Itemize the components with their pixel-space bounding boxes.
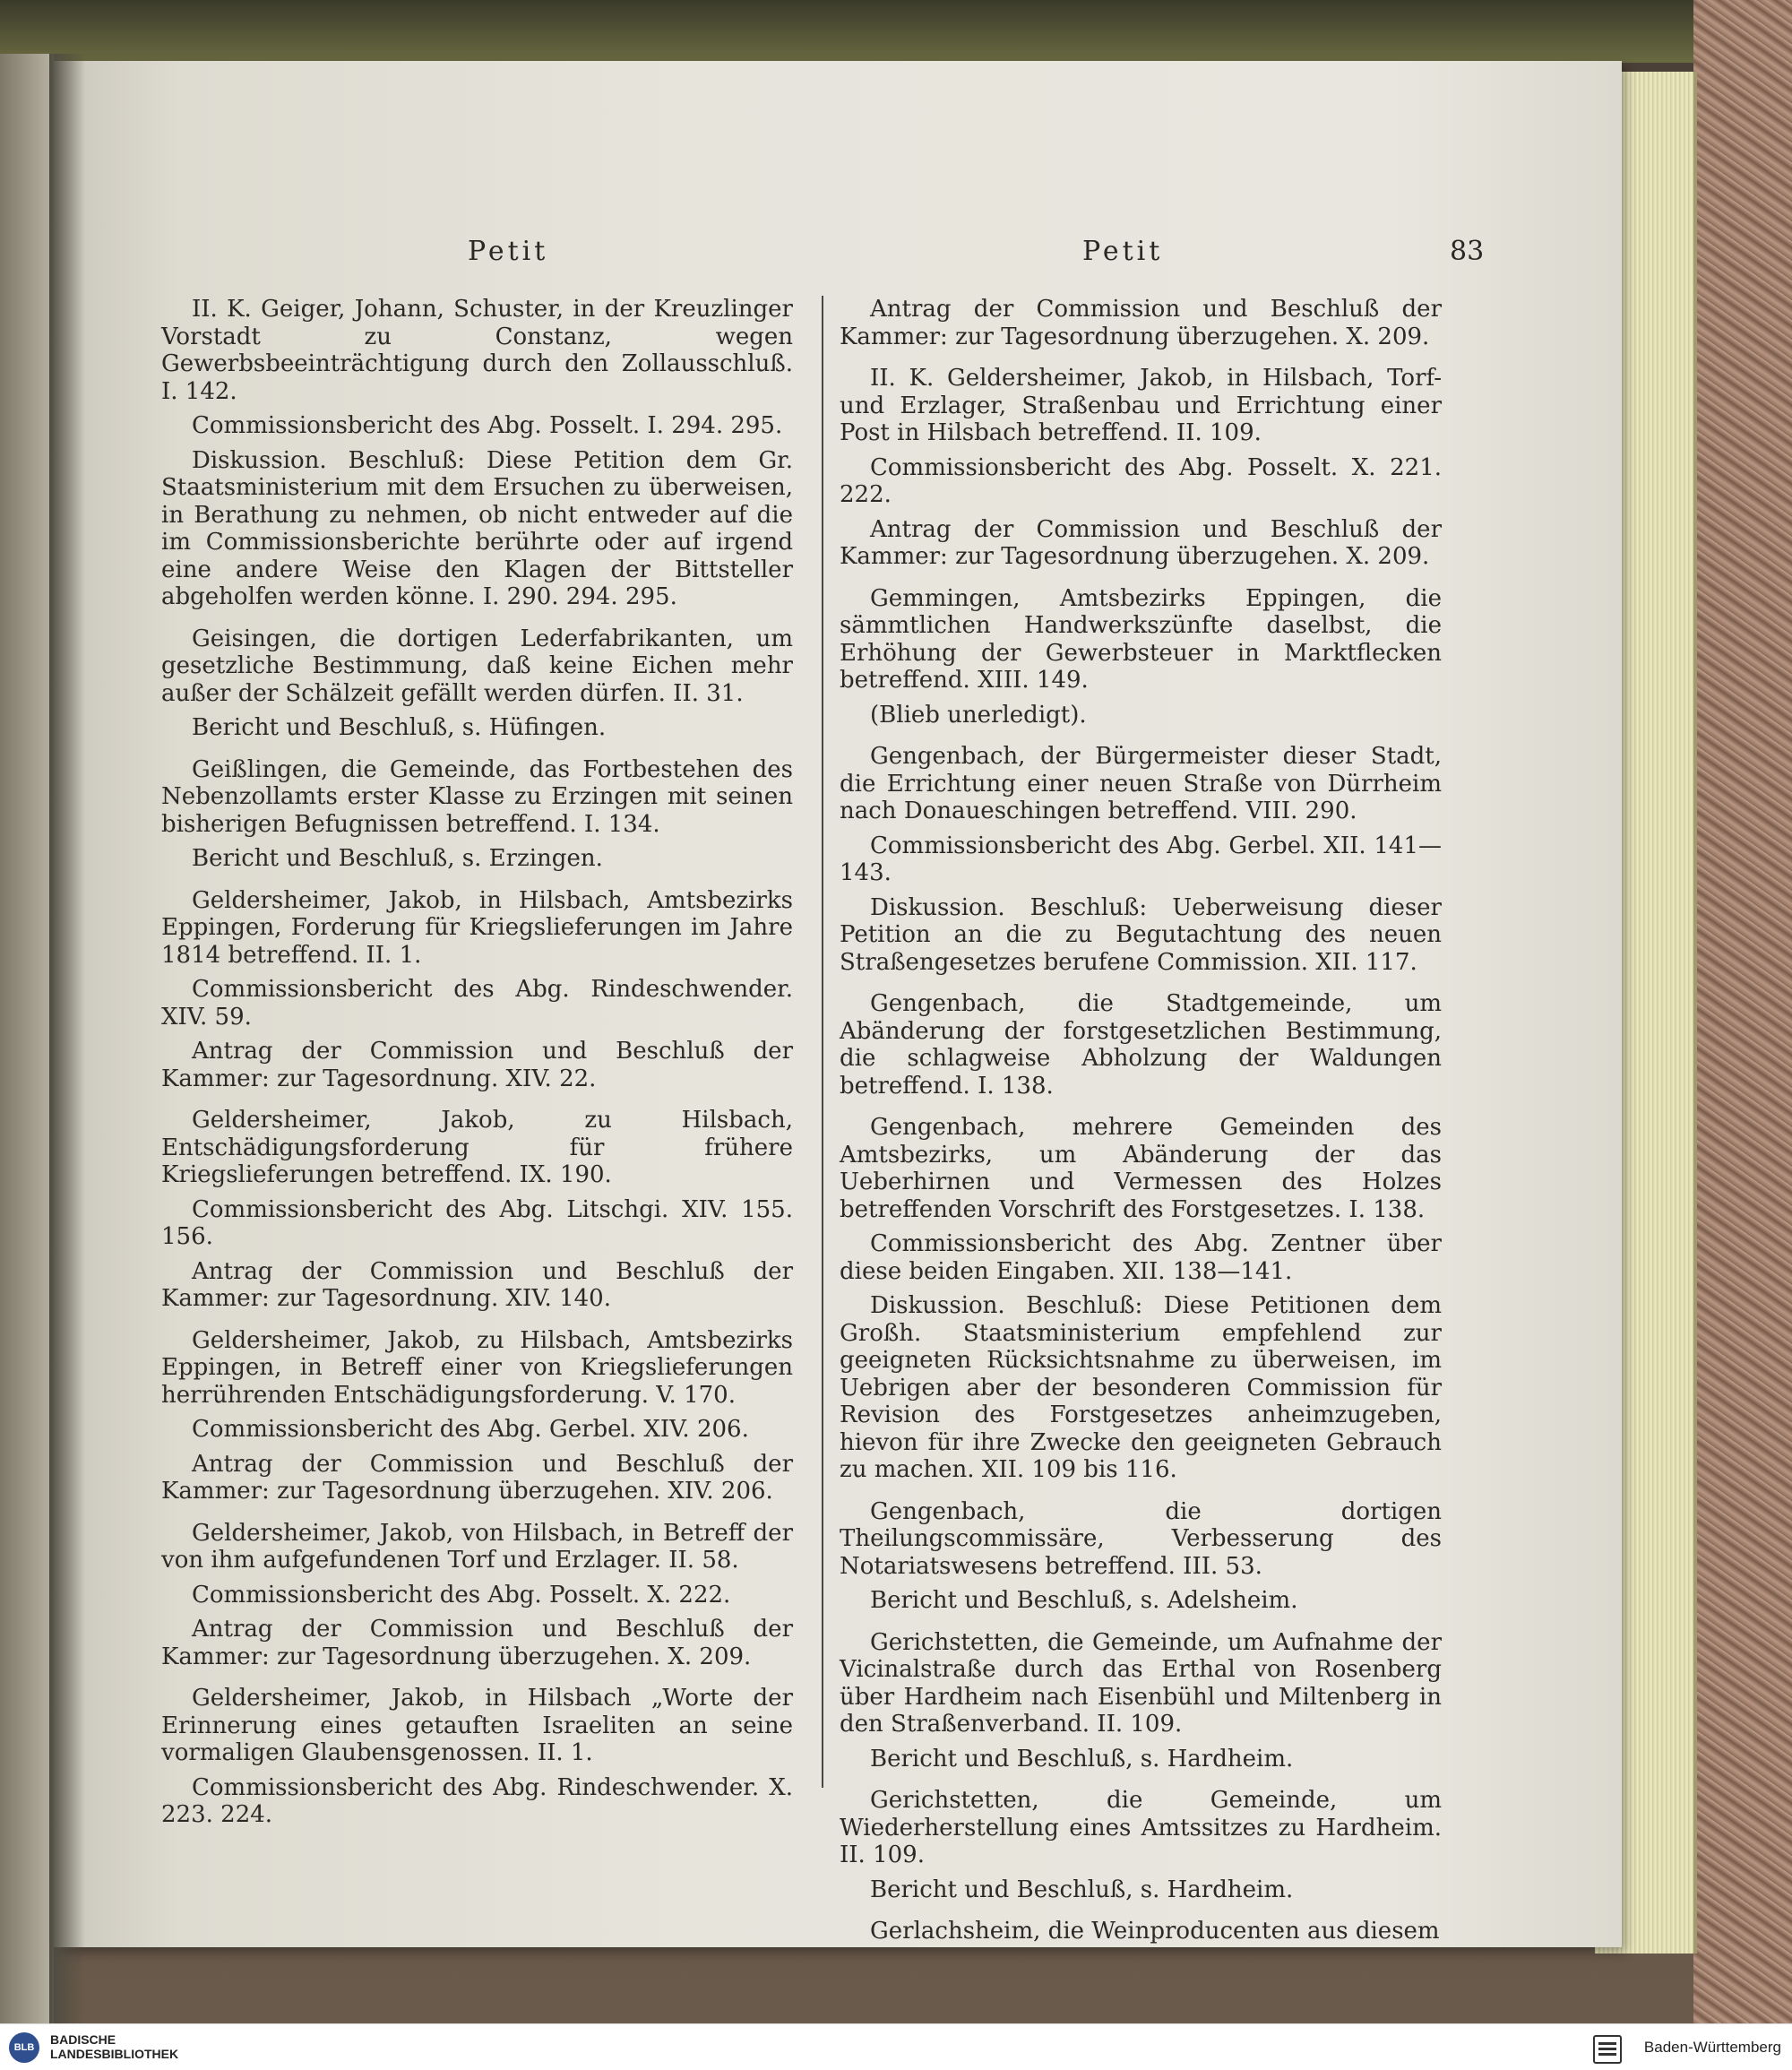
entry-detail-paragraph: Commissionsbericht des Abg. Rindeschwender. XIV. 59. — [161, 976, 793, 1031]
blb-name — [50, 2032, 178, 2061]
entry-detail-paragraph: Bericht und Beschluß, s. Hardheim. — [870, 1745, 1294, 1772]
bw-coat-of-arms-icon — [1593, 2035, 1622, 2064]
entry-detail-paragraph: Bericht und Beschluß, s. Hardheim. — [870, 1876, 1294, 1903]
index-entry — [840, 1629, 1442, 1773]
entry-detail-paragraph: Antrag der Commission und Beschluß der Kammer: zur Tagesordnung überzugehen. XIV. 206. — [161, 1450, 793, 1505]
index-entry — [840, 1787, 1442, 1903]
entry-heading-paragraph: Antrag der Commission und Beschluß der Kammer: zur Tagesordnung überzugehen. X. 209. — [840, 296, 1442, 350]
entry-detail-paragraph: Commissionsbericht des Abg. Gerbel. XIV. 206. — [192, 1416, 749, 1443]
entry-heading-paragraph: Gengenbach, mehrere Gemeinden des Amtsbezirks, um Abänderung der das Ueberhirnen und Vermessen des Holzes betreffenden Vorschrift des Forstgesetzes. I. 138. — [840, 1114, 1442, 1223]
page-number: 83 — [1450, 236, 1485, 267]
blb-name-line1: BADISCHE — [50, 2032, 116, 2047]
entry-heading-paragraph: Gengenbach, die dortigen Theilungscommissäre, Verbesserung des Notariatswesens betreffend. III. 53. — [840, 1497, 1442, 1580]
index-entry — [161, 1327, 793, 1505]
entry-detail-paragraph: Antrag der Commission und Beschluß der Kammer: zur Tagesordnung. XIV. 140. — [161, 1257, 793, 1312]
entry-heading-paragraph: Gengenbach, der Bürgermeister dieser Stadt, die Errichtung einer neuen Straße von Dürrheim nach Donaueschingen betreffend. VIII. 290. — [840, 743, 1442, 824]
entry-detail-paragraph: Bericht und Beschluß, s. Adelsheim. — [870, 1587, 1298, 1614]
index-entry — [161, 625, 793, 742]
index-entry — [161, 296, 793, 611]
entry-heading-paragraph: Gengenbach, die Stadtgemeinde, um Abänderung der forstgesetzlichen Bestimmung, die schlagweise Abholzung der Waldungen betreffend. I. 138. — [840, 990, 1442, 1100]
index-entry — [840, 1498, 1442, 1615]
entry-detail-paragraph: Bericht und Beschluß, s. Hüfingen. — [192, 714, 607, 741]
entry-detail-paragraph: Diskussion. Beschluß: Ueberweisung dieser Petition an die zu Begutachtung des neuen Straßengesetzes berufene Commission. XII. 117. — [840, 893, 1442, 976]
index-entry — [840, 296, 1442, 350]
footer-bar — [0, 2023, 1792, 2070]
entry-detail-paragraph: Diskussion. Beschluß: Diese Petitionen dem Großh. Staatsministerium empfehlend zur geeigneten Rücksichtsnahme zu überweisen, im Uebrigen aber der besonderen Commission für Revision des Forstgesetzes anheimzugeben, hievon für ihre Zwecke den geeigneten Gebrauch zu machen. XII. 109 bis 116. — [840, 1292, 1442, 1483]
entry-heading-paragraph: Geldersheimer, Jakob, von Hilsbach, in Betreff der von ihm aufgefundenen Torf und Erzlager. II. 58. — [161, 1519, 793, 1574]
entry-heading-paragraph: II. K. Geiger, Johann, Schuster, in der Kreuzlinger Vorstadt zu Constanz, wegen Gewerbsbeeinträchtigung durch den Zollausschluß. I. 142. — [161, 296, 793, 405]
entry-detail-paragraph: Commissionsbericht des Abg. Posselt. I. 294. 295. — [192, 412, 783, 439]
running-head-right: Petit — [1082, 236, 1164, 267]
entry-detail-paragraph: (Blieb unerledigt). — [870, 701, 1087, 729]
entry-heading-paragraph: Geldersheimer, Jakob, in Hilsbach „Worte der Erinnerung eines getauften Israeliten an seine vormaligen Glaubensgenossen. II. 1. — [161, 1685, 793, 1766]
running-head-left: Petit — [468, 236, 549, 267]
entry-heading-paragraph: Geisingen, die dortigen Lederfabrikanten, um gesetzliche Bestimmung, daß keine Eichen mehr außer der Schälzeit gefällt werden dürfen. II. 31. — [161, 625, 793, 707]
entry-heading-paragraph: Gemmingen, Amtsbezirks Eppingen, die sämmtlichen Handwerkszünfte daselbst, die Erhöhung der Gewerbsteuer in Marktflecken betreffend. XIII. 149. — [840, 584, 1442, 694]
entry-detail-paragraph: Commissionsbericht des Abg. Rindeschwender. X. 223. 224. — [161, 1773, 793, 1828]
entry-heading-paragraph: Geldersheimer, Jakob, zu Hilsbach, Amtsbezirks Eppingen, in Betreff einer von Kriegslieferungen herrührenden Entschädigungsforderung. V. 170. — [161, 1326, 793, 1409]
index-entry — [161, 1520, 793, 1671]
index-entry — [840, 365, 1442, 571]
index-entry — [840, 1918, 1442, 1945]
entry-detail-paragraph: Diskussion. Beschluß: Diese Petition dem Gr. Staatsministerium mit dem Ersuchen zu überweisen, in Berathung zu nehmen, ob nicht entweder auf die im Commissionsberichte berührte oder auf irgend eine andere Weise den Klagen der Bittsteller abgeholfen werden könne. I. 290. 294. 295. — [161, 446, 793, 610]
index-entry — [840, 1114, 1442, 1484]
blb-name-line2: LANDESBIBLIOTHEK — [50, 2047, 179, 2061]
entry-heading-paragraph: Gerlachsheim, die Weinproducenten aus diesem — [870, 1918, 1440, 1945]
entry-detail-paragraph: Commissionsbericht des Abg. Posselt. X. 221. 222. — [840, 453, 1442, 508]
entry-detail-paragraph: Bericht und Beschluß, s. Erzingen. — [192, 845, 603, 872]
index-entry — [161, 1685, 793, 1829]
entry-detail-paragraph: Antrag der Commission und Beschluß der Kammer: zur Tagesordnung. XIV. 22. — [161, 1038, 793, 1092]
left-column — [161, 296, 793, 1843]
book-cover-right — [1693, 0, 1792, 2023]
index-entry — [840, 743, 1442, 976]
book-cover-top — [0, 0, 1792, 63]
right-column — [840, 296, 1442, 1960]
entry-detail-paragraph: Commissionsbericht des Abg. Posselt. X. 222. — [192, 1581, 731, 1609]
index-entry — [161, 756, 793, 873]
index-entry — [161, 1107, 793, 1313]
entry-heading-paragraph: Geldersheimer, Jakob, in Hilsbach, Amtsbezirks Eppingen, Forderung für Kriegslieferungen im Jahre 1814 betreffend. II. 1. — [161, 886, 793, 969]
index-entry — [840, 585, 1442, 729]
entry-detail-paragraph: Antrag der Commission und Beschluß der Kammer: zur Tagesordnung überzugehen. X. 209. — [840, 515, 1442, 570]
entry-heading-paragraph: II. K. Geldersheimer, Jakob, in Hilsbach, Torf- und Erzlager, Straßenbau und Errichtung einer Post in Hilsbach betreffend. II. 109. — [840, 365, 1442, 446]
entry-detail-paragraph: Commissionsbericht des Abg. Gerbel. XII. 141—143. — [840, 832, 1442, 886]
entry-detail-paragraph: Antrag der Commission und Beschluß der Kammer: zur Tagesordnung überzugehen. X. 209. — [161, 1616, 793, 1670]
bw-name[interactable]: Baden-Württemberg — [1643, 2039, 1781, 2056]
index-entry — [161, 887, 793, 1093]
blb-logo[interactable]: BLB — [9, 2032, 39, 2063]
entry-heading-paragraph: Gerichstetten, die Gemeinde, um Aufnahme der Vicinalstraße durch das Erthal von Rosenberg über Hardheim nach Eisenbühl und Miltenberg in den Straßenverband. II. 109. — [840, 1628, 1442, 1738]
entry-heading-paragraph: Geldersheimer, Jakob, zu Hilsbach, Entschädigungsforderung für frühere Kriegslieferungen betreffend. IX. 190. — [161, 1107, 793, 1188]
column-divider — [822, 296, 823, 1788]
index-entry — [840, 990, 1442, 1100]
entry-heading-paragraph: Gerichstetten, die Gemeinde, um Wiederherstellung eines Amtssitzes zu Hardheim. II. 109. — [840, 1787, 1442, 1868]
entry-heading-paragraph: Geißlingen, die Gemeinde, das Fortbestehen des Nebenzollamts erster Klasse zu Erzingen mit seinen bisherigen Befugnissen betreffend. I. 134. — [161, 755, 793, 838]
spine-shadow — [49, 54, 85, 2023]
entry-detail-paragraph: Commissionsbericht des Abg. Litschgi. XIV. 155. 156. — [161, 1195, 793, 1250]
left-page-edge — [0, 54, 54, 2023]
entry-detail-paragraph: Commissionsbericht des Abg. Zentner über diese beiden Eingaben. XII. 138—141. — [840, 1230, 1442, 1285]
